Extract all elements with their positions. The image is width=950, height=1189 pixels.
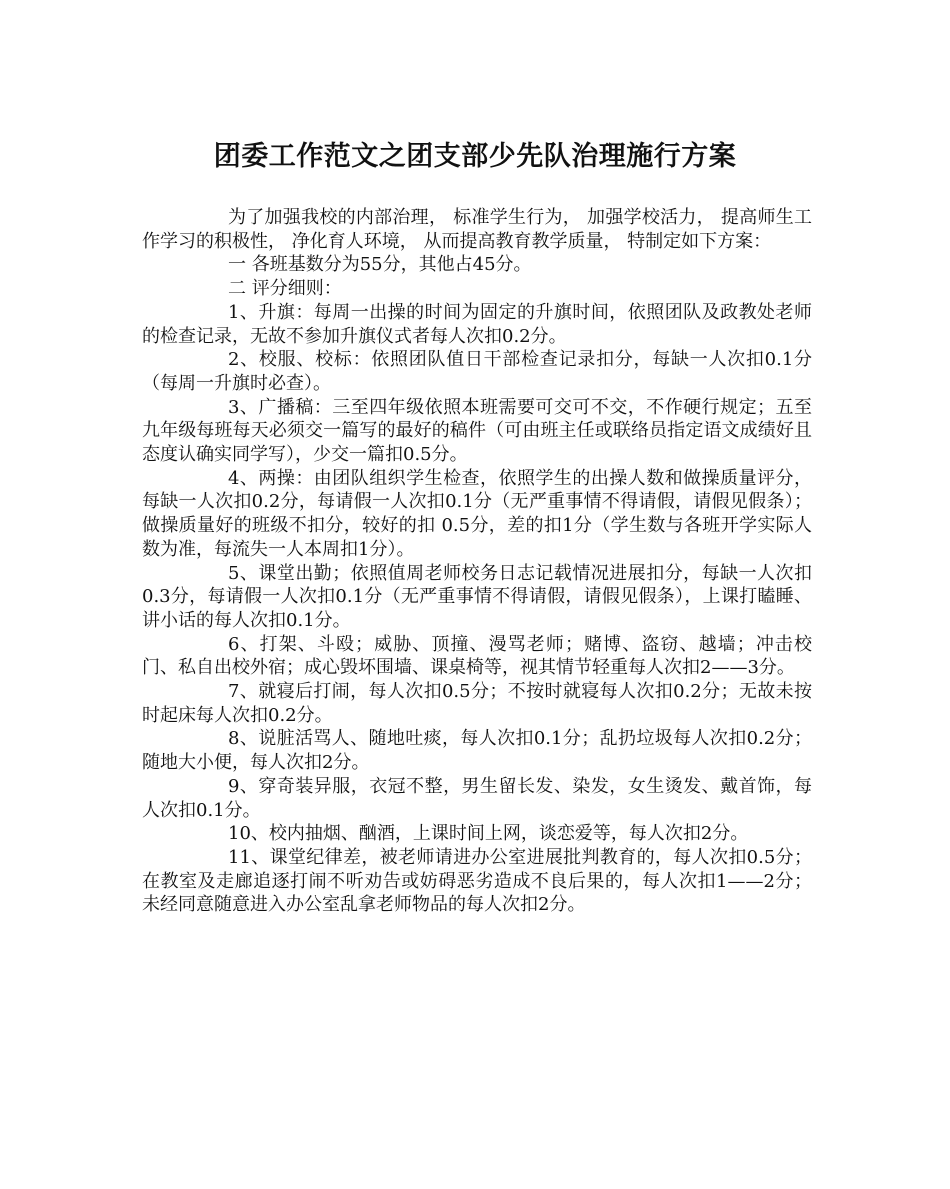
- paragraph-rule-10: 10、校内抽烟、酗酒，上课时间上网，谈恋爱等，每人次扣2分。: [228, 823, 749, 845]
- document-body: [142, 206, 812, 917]
- paragraph-rule-5: 5、课堂出勤；依照值周老师校务日志记载情况进展扣分，每缺一人次扣0.3分，每请假一人次扣0.1分（无严重事情不得请假，请假见假条），上课打瞌睡、讲小话的每人次扣0.1分。: [142, 562, 812, 631]
- paragraph-rule-7: 7、就寝后打闹，每人次扣0.5分；不按时就寝每人次扣0.2分；无故未按时起床每人次扣0.2分。: [142, 681, 812, 726]
- paragraph-rule-4: 4、两操：由团队组织学生检查，依照学生的出操人数和做操质量评分，每缺一人次扣0.2分，每请假一人次扣0.1分（无严重事情不得请假，请假见假条）；做操质量好的班级不扣分，较好的扣 0.5分，差的扣1分（学生数与各班开学实际人数为准，每流失一人本周扣1分）。: [142, 467, 812, 560]
- paragraph-rule-11: 11、课堂纪律差，被老师请进办公室进展批判教育的，每人次扣0.5分；在教室及走廊追逐打闹不听劝告或妨碍恶劣造成不良后果的，每人次扣1——2分；未经同意随意进入办公室乱拿老师物品的每人次扣2分。: [142, 846, 812, 916]
- paragraph-rule-1: 1、升旗：每周一出操的时间为固定的升旗时间，依照团队及政教处老师的检查记录，无故不参加升旗仪式者每人次扣0.2分。: [142, 301, 812, 347]
- paragraph-rule-8: 8、说脏活骂人、随地吐痰，每人次扣0.1分；乱扔垃圾每人次扣0.2分；随地大小便，每人次扣2分。: [142, 728, 812, 774]
- paragraph-rule-9: 9、穿奇装异服，衣冠不整，男生留长发、染发，女生烫发、戴首饰，每人次扣0.1分。: [142, 775, 812, 821]
- paragraph-base-score: 一 各班基数分为55分，其他占45分。: [228, 254, 532, 276]
- paragraph-rule-3: 3、广播稿：三至四年级依照本班需要可交可不交，不作硬行规定；五至九年级每班每天必须交一篇写的最好的稿件（可由班主任或联络员指定语文成绩好且态度认确实同学写），少交一篇扣0.5分。: [142, 396, 812, 466]
- paragraph-rules-heading: 二 评分细则：: [228, 278, 342, 300]
- paragraph-rule-6: 6、打架、斗殴；威胁、顶撞、漫骂老师；赌博、盗窃、越墙；冲击校门、私自出校外宿；成心毁坏围墙、课桌椅等，视其情节轻重每人次扣2——3分。: [142, 633, 812, 679]
- paragraph-rule-2: 2、校服、校标：依照团队值日干部检查记录扣分，每缺一人次扣0.1分（每周一升旗时必查）。: [142, 349, 812, 394]
- paragraph-intro: 为了加强我校的内部治理， 标准学生行为， 加强学校活力， 提高师生工作学习的积极性， 净化育人环境， 从而提高教育教学质量， 特制定如下方案：: [142, 207, 812, 252]
- document-title: 团委工作范文之团支部少先队治理施行方案: [213, 141, 737, 172]
